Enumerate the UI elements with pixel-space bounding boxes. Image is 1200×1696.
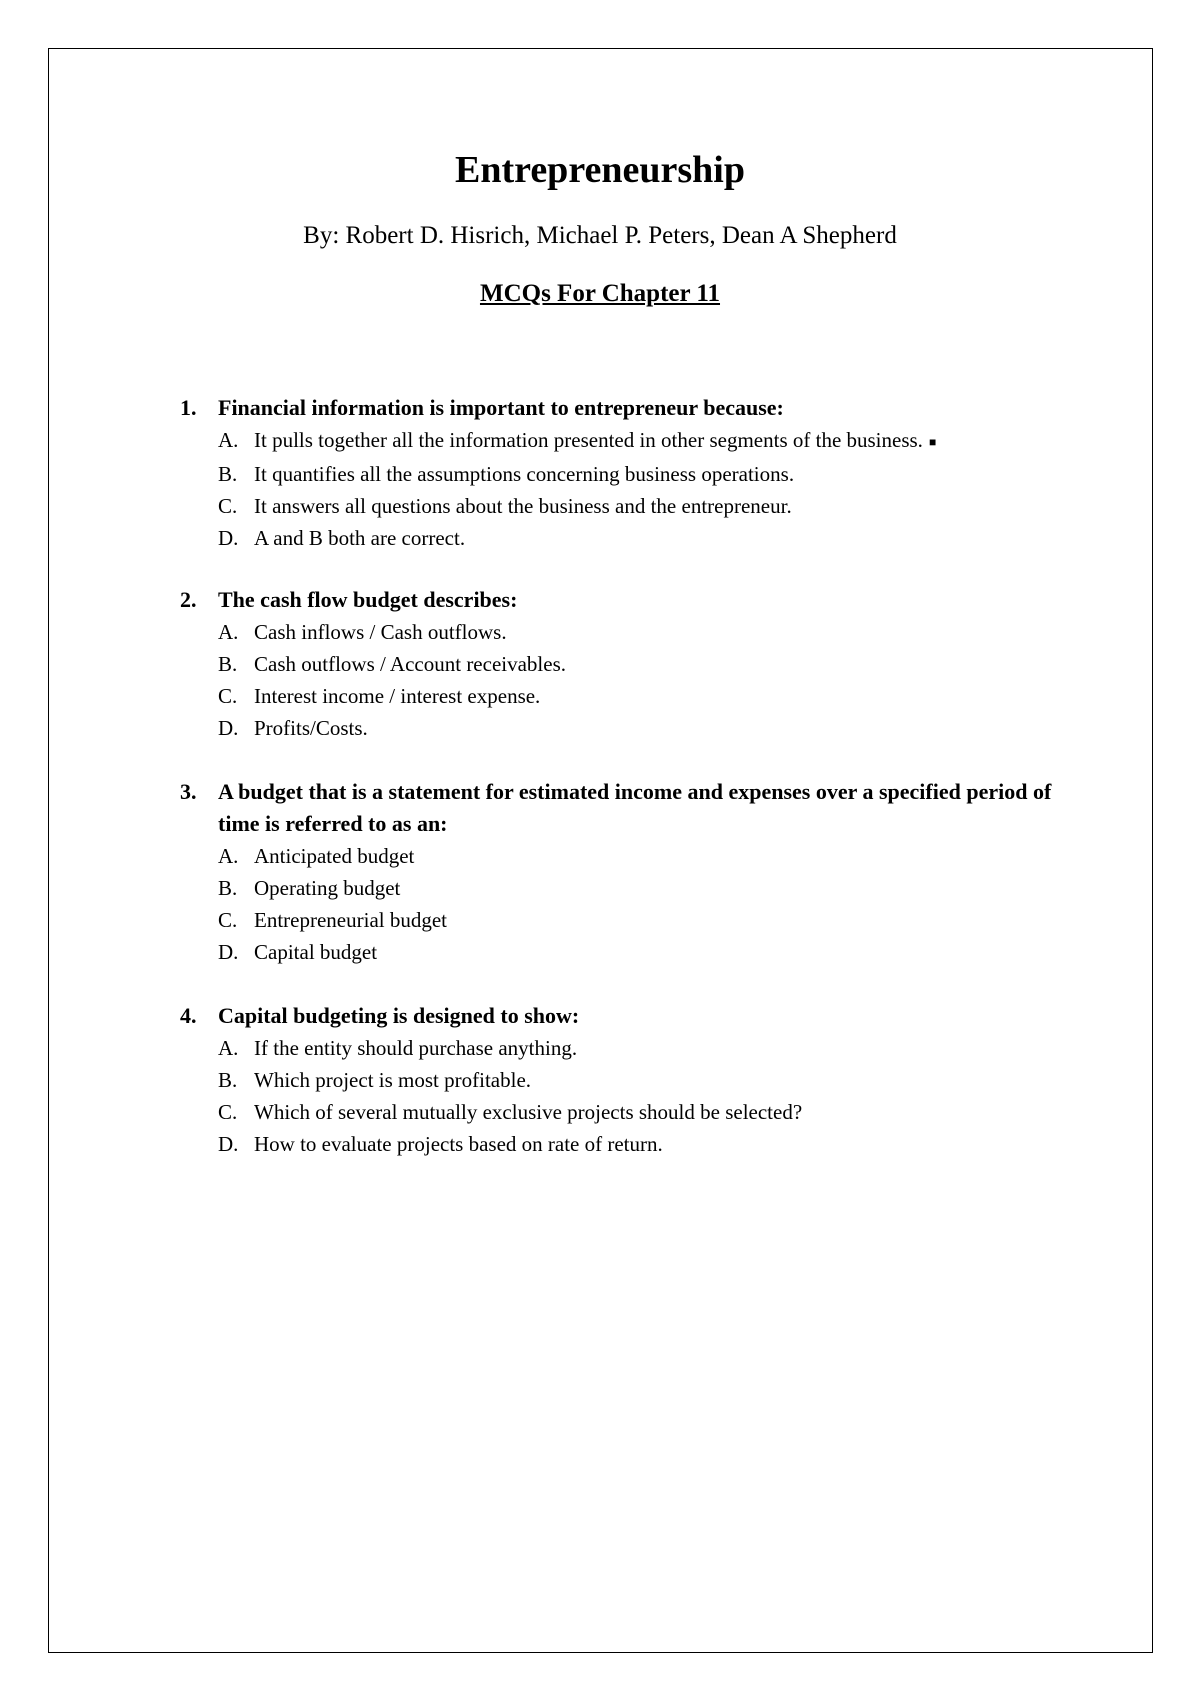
subtitle-text: MCQs For Chapter 11 — [479, 280, 721, 307]
option-text: Anticipated budget — [254, 844, 415, 868]
option-d — [218, 936, 1060, 968]
option-text: Interest income / interest expense. — [254, 684, 541, 708]
option-a — [218, 424, 1060, 458]
option-letter: B. — [218, 462, 238, 487]
question-number: 2. — [180, 587, 197, 612]
option-letter: C. — [218, 494, 238, 519]
option-text: Which project is most profitable. — [254, 1068, 532, 1092]
option-text: If the entity should purchase anything. — [254, 1036, 578, 1060]
option-letter: B. — [218, 1068, 238, 1092]
option-b — [218, 458, 1060, 490]
option-a — [218, 1032, 1060, 1064]
option-letter: D. — [218, 526, 239, 551]
option-text: It answers all questions about the business and the entrepreneur. — [254, 494, 792, 519]
question-text: A budget that is a statement for estimated income and expenses over a specified period of time is referred to as an: — [218, 779, 1052, 836]
option-letter: A. — [218, 428, 239, 452]
bullet-marker-icon: ■ — [928, 435, 937, 450]
question-number: 1. — [180, 395, 197, 420]
option-c — [218, 490, 1060, 522]
option-text: How to evaluate projects based on rate of return. — [254, 1132, 663, 1156]
option-text: Which of several mutually exclusive projects should be selected? — [254, 1100, 803, 1124]
question-stem — [180, 584, 1060, 616]
question-1 — [180, 392, 1060, 554]
question-stem — [180, 1000, 1060, 1032]
option-a — [218, 840, 1060, 872]
option-text: It pulls together all the information presented in other segments of the business. — [254, 428, 923, 452]
option-c — [218, 1096, 1060, 1128]
option-b — [218, 872, 1060, 904]
option-letter: A. — [218, 1036, 239, 1060]
question-stem — [180, 776, 1060, 840]
question-3 — [180, 776, 1060, 968]
question-2 — [180, 584, 1060, 744]
option-text: Cash inflows / Cash outflows. — [254, 620, 507, 644]
option-letter: D. — [218, 1132, 239, 1156]
option-b — [218, 1064, 1060, 1096]
option-letter: C. — [218, 1100, 238, 1124]
option-d — [218, 522, 1060, 554]
option-text: A and B both are correct. — [254, 526, 466, 551]
question-text: The cash flow budget describes: — [218, 587, 518, 612]
option-letter: D. — [218, 716, 239, 740]
option-letter: B. — [218, 876, 238, 900]
question-number: 3. — [180, 779, 197, 804]
question-text: Capital budgeting is designed to show: — [218, 1003, 580, 1028]
option-letter: B. — [218, 652, 238, 676]
option-a — [218, 616, 1060, 648]
question-text: Financial information is important to entrepreneur because: — [218, 395, 784, 420]
question-4 — [180, 1000, 1060, 1160]
option-b — [218, 648, 1060, 680]
option-c — [218, 680, 1060, 712]
document-authors: By: Robert D. Hisrich, Michael P. Peters, Dean A Shepherd — [303, 222, 897, 249]
option-letter: C. — [218, 684, 238, 708]
option-letter: D. — [218, 940, 239, 964]
document-subtitle — [0, 278, 1200, 310]
option-text: It quantifies all the assumptions concerning business operations. — [254, 462, 795, 487]
option-d — [218, 712, 1060, 744]
option-text: Operating budget — [254, 876, 401, 900]
option-letter: A. — [218, 620, 239, 644]
option-letter: A. — [218, 844, 239, 868]
option-text: Entrepreneurial budget — [254, 908, 447, 932]
option-c — [218, 904, 1060, 936]
document-title: Entrepreneurship — [455, 149, 745, 191]
option-text: Profits/Costs. — [254, 716, 368, 740]
question-number: 4. — [180, 1003, 197, 1028]
option-text: Cash outflows / Account receivables. — [254, 652, 567, 676]
option-d — [218, 1128, 1060, 1160]
option-text: Capital budget — [254, 940, 378, 964]
question-stem — [180, 392, 1060, 424]
option-letter: C. — [218, 908, 238, 932]
